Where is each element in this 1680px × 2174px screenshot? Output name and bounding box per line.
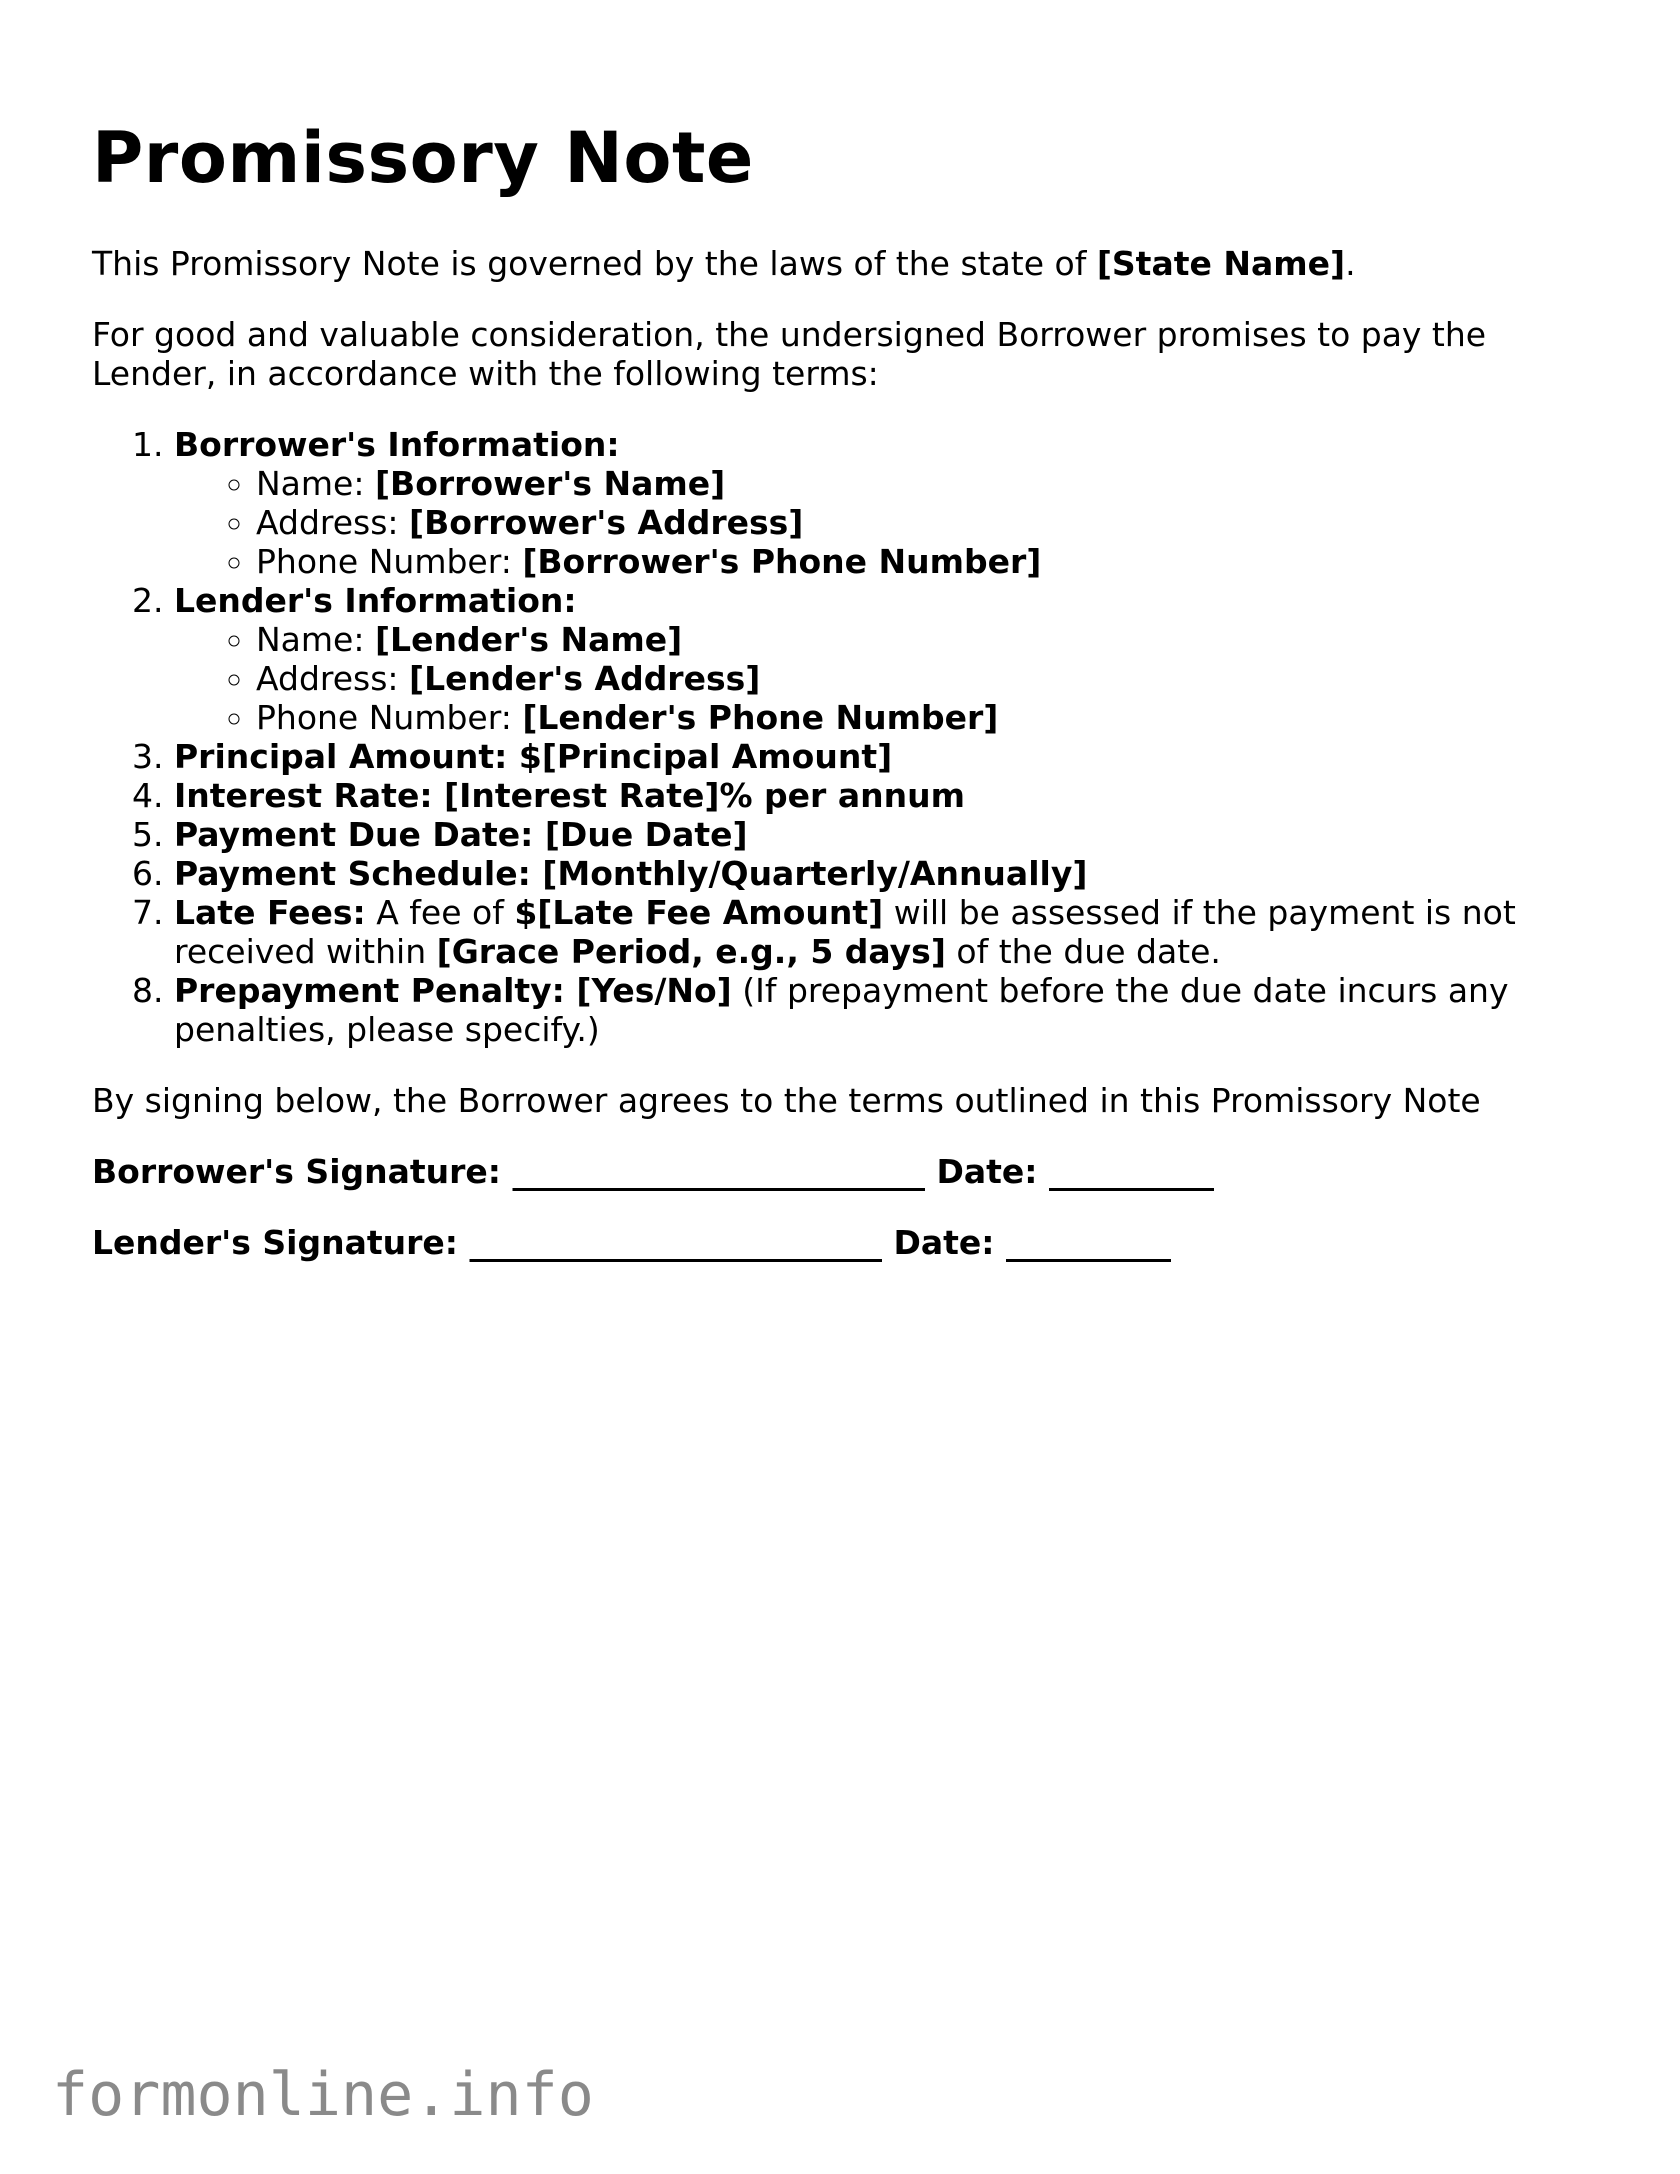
watermark: formonline.info xyxy=(52,2060,594,2130)
payment-due-date: Payment Due Date: [Due Date] xyxy=(174,815,748,854)
borrower-info-list xyxy=(174,464,1592,581)
late-fees-text: will be assessed if the payment is not received within xyxy=(174,893,1516,971)
lender-name-placeholder: [Lender's Name] xyxy=(374,620,683,659)
terms-list xyxy=(92,425,1592,1049)
list-item xyxy=(174,425,1592,581)
grace-period-placeholder: [Grace Period, e.g., 5 days] xyxy=(436,932,946,971)
principal-amount: Principal Amount: $[Principal Amount] xyxy=(174,737,893,776)
lender-address-label: Address: xyxy=(256,659,410,698)
page-title: Promissory Note xyxy=(92,117,754,199)
borrower-name-label: Name: xyxy=(256,464,375,503)
prepayment-penalty-label: Prepayment Penalty: [Yes/No] xyxy=(174,971,732,1010)
consideration-paragraph: For good and valuable consideration, the undersigned Borrower promises to pay the Lender, in accordance with the following terms: xyxy=(92,315,1487,393)
document-page xyxy=(92,112,1592,1262)
list-item xyxy=(174,893,1592,971)
lender-phone-placeholder: [Lender's Phone Number] xyxy=(522,698,999,737)
borrower-address-label: Address: xyxy=(256,503,410,542)
lender-phone-label: Phone Number: xyxy=(256,698,523,737)
borrower-date-field[interactable]: __________ xyxy=(1049,1152,1214,1191)
borrower-name-placeholder: [Borrower's Name] xyxy=(374,464,726,503)
borrower-signature-field[interactable]: _________________________ xyxy=(512,1152,925,1191)
list-item xyxy=(256,464,1592,503)
lender-info-list xyxy=(174,620,1592,737)
borrower-date-label: Date: xyxy=(925,1152,1049,1191)
prepayment-penalty-text: (If prepayment before the due date incurs any penalties, please specify.) xyxy=(174,971,1509,1049)
list-item xyxy=(174,737,1592,776)
late-fees-text: A fee of xyxy=(365,893,515,932)
list-item xyxy=(174,815,1592,854)
late-fees-label: Late Fees: xyxy=(174,893,366,932)
agreement-paragraph: By signing below, the Borrower agrees to the terms outlined in this Promissory Note xyxy=(92,1081,1481,1120)
lender-signature-field[interactable]: _________________________ xyxy=(469,1223,882,1262)
lender-signature-label: Lender's Signature: xyxy=(92,1223,470,1262)
list-item xyxy=(174,854,1592,893)
governing-law-suffix: . xyxy=(1345,244,1356,283)
lender-date-label: Date: xyxy=(882,1223,1006,1262)
list-item xyxy=(174,971,1592,1049)
borrower-signature-label: Borrower's Signature: xyxy=(92,1152,513,1191)
governing-law-paragraph xyxy=(92,244,1592,283)
borrower-info-heading: Borrower's Information: xyxy=(174,425,620,464)
list-item xyxy=(256,542,1592,581)
lender-info-heading: Lender's Information: xyxy=(174,581,577,620)
list-item xyxy=(256,659,1592,698)
list-item xyxy=(256,698,1592,737)
late-fees-text: of the due date. xyxy=(945,932,1221,971)
lender-signature-line xyxy=(92,1223,1592,1262)
governing-law-text: This Promissory Note is governed by the laws of the state of xyxy=(92,244,1097,283)
lender-name-label: Name: xyxy=(256,620,375,659)
list-item xyxy=(256,620,1592,659)
lender-date-field[interactable]: __________ xyxy=(1006,1223,1171,1262)
list-item xyxy=(174,581,1592,737)
late-fee-amount-placeholder: $[Late Fee Amount] xyxy=(514,893,884,932)
interest-rate: Interest Rate: [Interest Rate]% per annum xyxy=(174,776,965,815)
list-item xyxy=(174,776,1592,815)
borrower-phone-placeholder: [Borrower's Phone Number] xyxy=(522,542,1042,581)
payment-schedule: Payment Schedule: [Monthly/Quarterly/Annually] xyxy=(174,854,1088,893)
borrower-signature-line xyxy=(92,1152,1592,1191)
borrower-address-placeholder: [Borrower's Address] xyxy=(409,503,804,542)
borrower-phone-label: Phone Number: xyxy=(256,542,523,581)
lender-address-placeholder: [Lender's Address] xyxy=(409,659,761,698)
list-item xyxy=(256,503,1592,542)
state-name-placeholder: [State Name] xyxy=(1096,244,1346,283)
